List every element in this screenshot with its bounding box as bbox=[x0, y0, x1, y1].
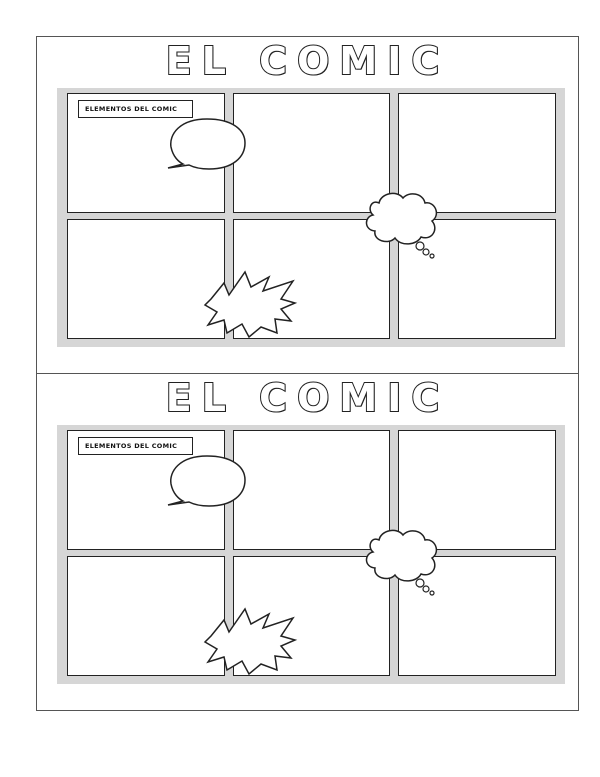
comic-sheet-bottom bbox=[36, 373, 579, 711]
comic-panel-1 bbox=[67, 430, 225, 550]
panel-grid bbox=[57, 88, 565, 347]
comic-panel-6 bbox=[398, 219, 556, 339]
panel-label: ELEMENTOS DEL COMIC bbox=[78, 437, 193, 455]
panel-label: ELEMENTOS DEL COMIC bbox=[78, 100, 193, 118]
comic-sheet-top bbox=[36, 36, 579, 374]
comic-panel-2 bbox=[233, 93, 390, 213]
comic-panel-6 bbox=[398, 556, 556, 676]
sheet-title: EL COMIC bbox=[165, 39, 450, 83]
comic-panel-1 bbox=[67, 93, 225, 213]
comic-panel-3 bbox=[398, 93, 556, 213]
comic-panel-5 bbox=[233, 556, 390, 676]
comic-panel-4 bbox=[67, 556, 225, 676]
comic-panel-2 bbox=[233, 430, 390, 550]
comic-panel-4 bbox=[67, 219, 225, 339]
comic-panel-5 bbox=[233, 219, 390, 339]
sheet-title: EL COMIC bbox=[165, 376, 450, 420]
panel-grid bbox=[57, 425, 565, 684]
comic-panel-3 bbox=[398, 430, 556, 550]
